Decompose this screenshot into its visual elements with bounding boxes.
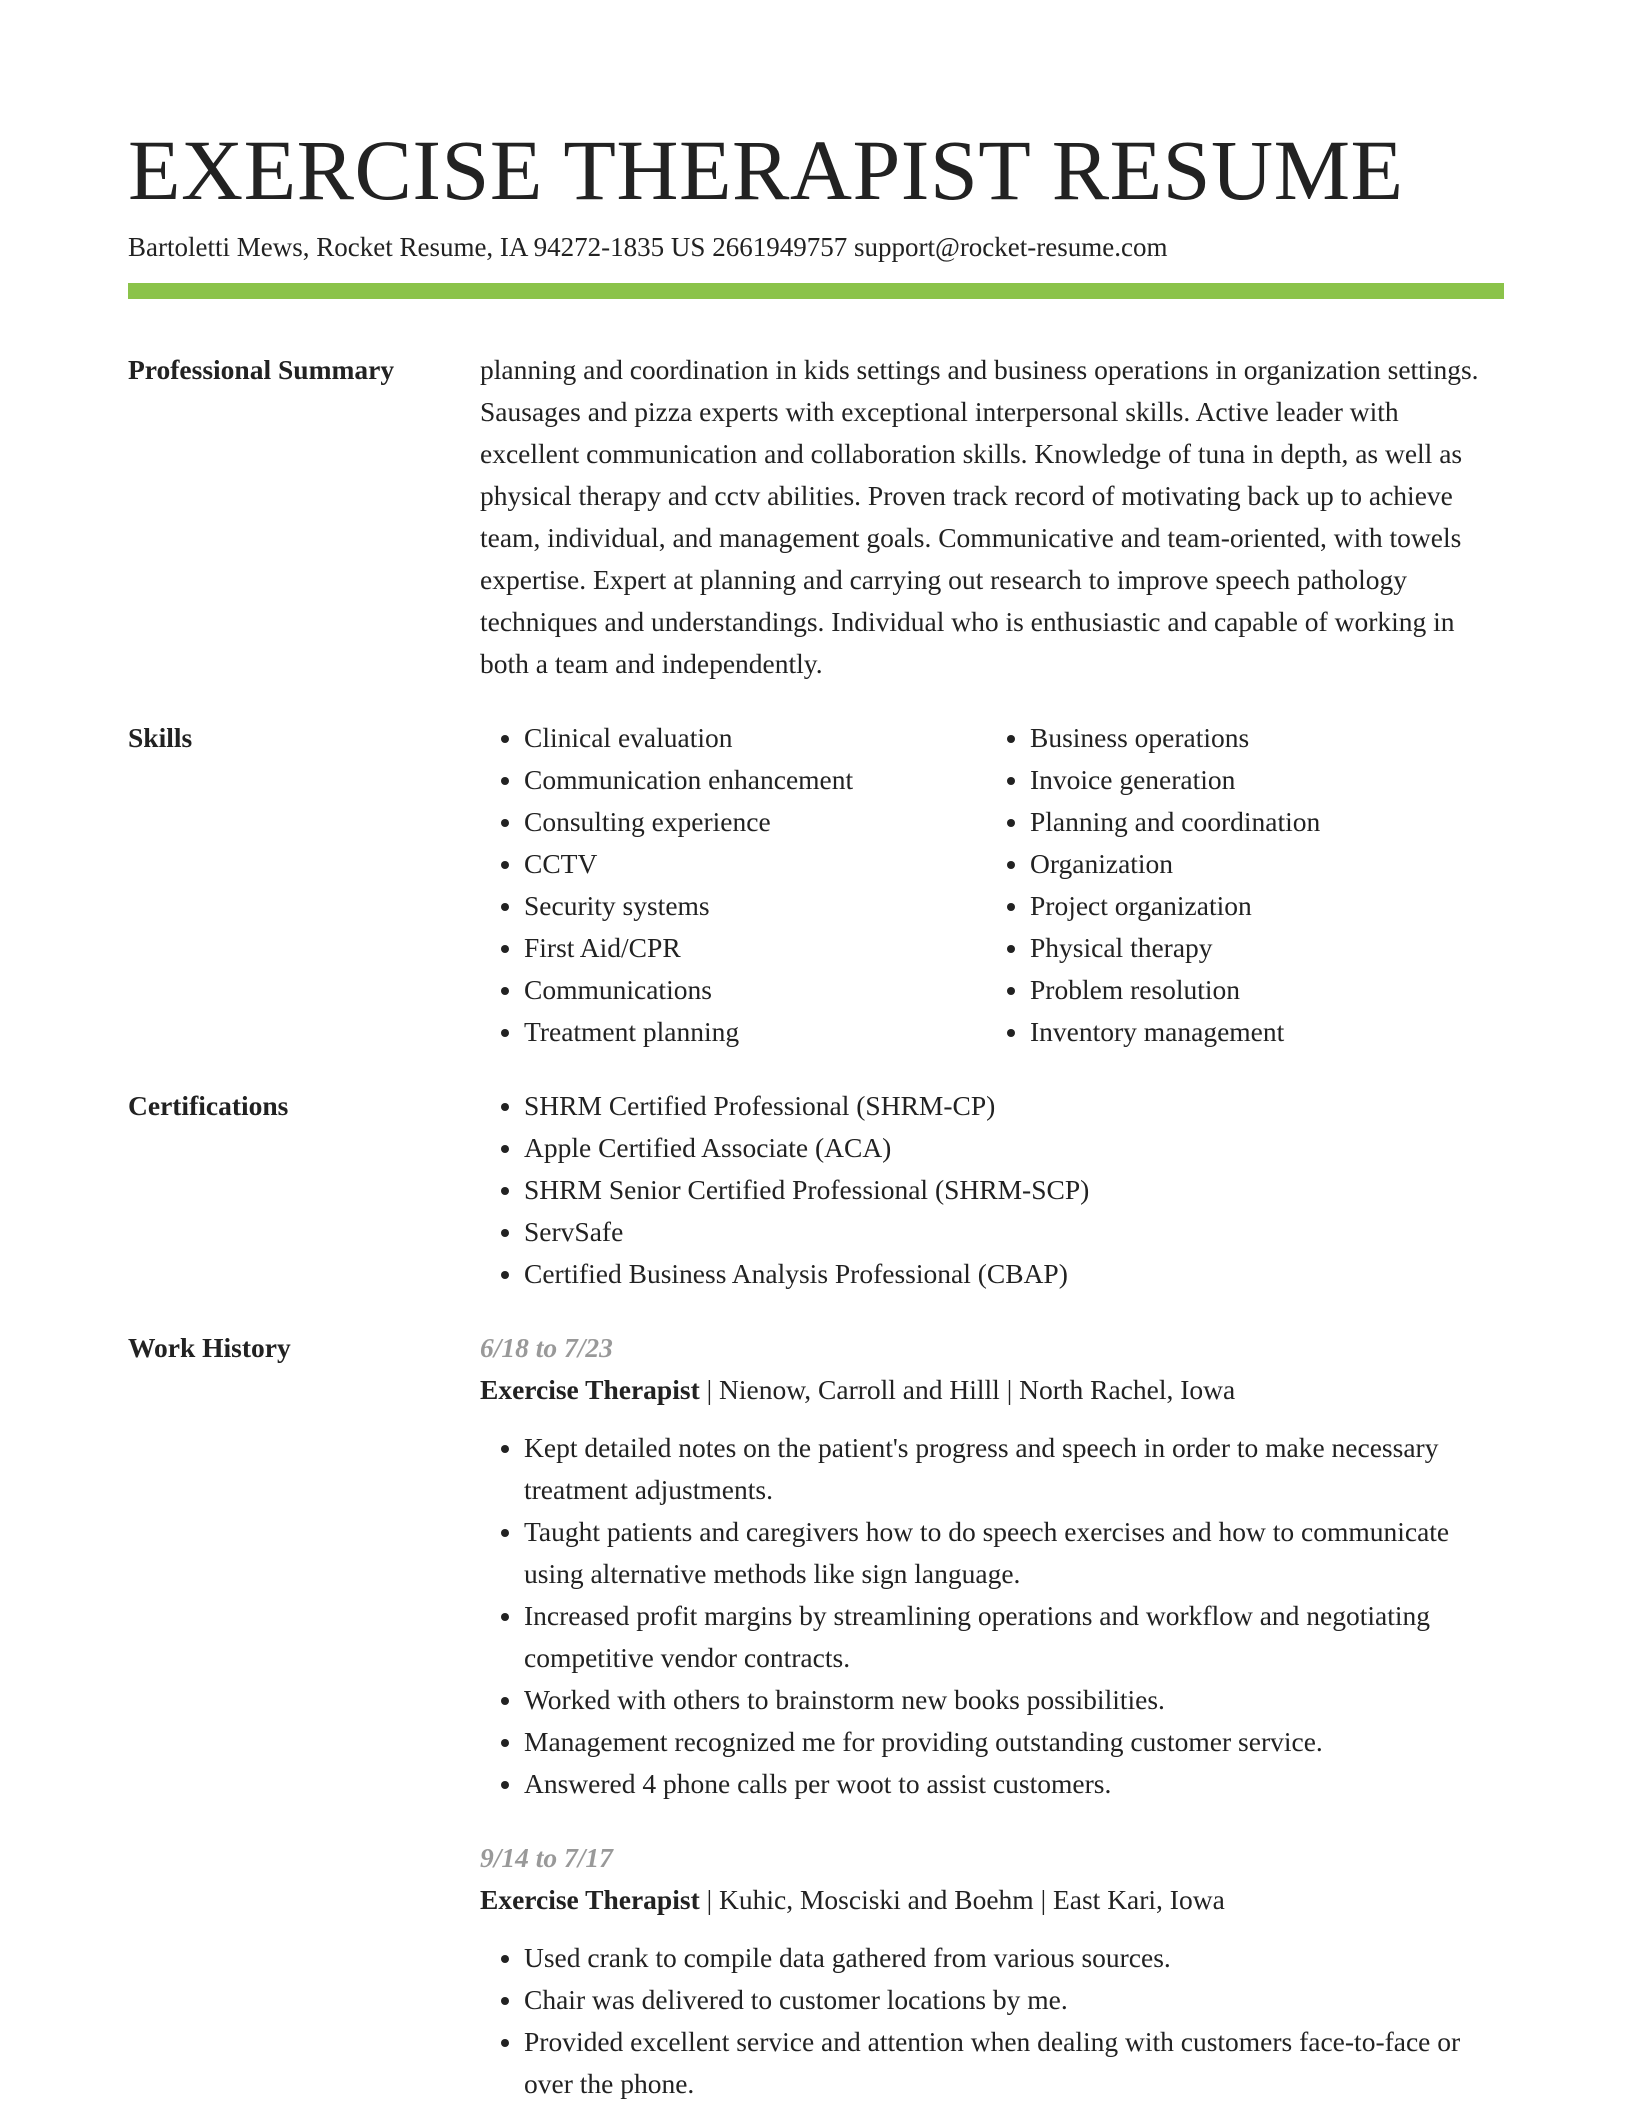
skill-item: • Treatment planning (524, 1011, 984, 1053)
skill-item: • Project organization (1030, 885, 1504, 927)
skill-item: • Inventory management (1030, 1011, 1504, 1053)
job-entry (480, 1837, 1504, 2105)
skills-columns (480, 717, 1504, 1053)
resume-title: EXERCISE THERAPIST RESUME (128, 122, 1404, 218)
summary-label: Professional Summary (128, 354, 395, 385)
skill-item: • CCTV (524, 843, 984, 885)
certifications-label: Certifications (128, 1090, 289, 1121)
work-history-section (128, 1327, 1504, 2105)
skill-item: • Clinical evaluation (524, 717, 984, 759)
skills-list-left (480, 717, 984, 1053)
header-divider (128, 283, 1504, 299)
job-bullet: • Kept detailed notes on the patient's progress and speech in order to make necessary treatment adjustments. (524, 1427, 1504, 1511)
job-bullet: • Increased profit margins by streamlining operations and workflow and negotiating competitive vendor contracts. (524, 1595, 1504, 1679)
job-title: Exercise Therapist (480, 1374, 700, 1405)
job-bullet: • Chair was delivered to customer locations by me. (524, 1979, 1504, 2021)
work-history-body (480, 1327, 1504, 2105)
job-dates: 9/14 to 7/17 (480, 1842, 613, 1873)
job-title: Exercise Therapist (480, 1884, 700, 1915)
skill-item: • Planning and coordination (1030, 801, 1504, 843)
skill-item: • Physical therapy (1030, 927, 1504, 969)
job-bullets (480, 1427, 1504, 1805)
summary-section (128, 349, 1504, 685)
certification-item: • Certified Business Analysis Professional (CBAP) (524, 1253, 1504, 1295)
job-bullet: • Management recognized me for providing outstanding customer service. (524, 1721, 1504, 1763)
job-heading: Exercise Therapist | Kuhic, Mosciski and Boehm | East Kari, Iowa (480, 1884, 1225, 1915)
job-location: North Rachel, Iowa (1019, 1374, 1236, 1405)
job-dates: 6/18 to 7/23 (480, 1332, 613, 1363)
job-bullet: • Provided excellent service and attention when dealing with customers face-to-face or over the phone. (524, 2021, 1504, 2105)
job-entry (480, 1327, 1504, 1805)
skill-item: • Organization (1030, 843, 1504, 885)
skill-item: • Security systems (524, 885, 984, 927)
skills-section (128, 717, 1504, 1053)
job-bullet: • Used crank to compile data gathered from various sources. (524, 1937, 1504, 1979)
skills-label: Skills (128, 722, 193, 753)
certifications-body (480, 1085, 1504, 1295)
certification-item: • ServSafe (524, 1211, 1504, 1253)
job-company: Kuhic, Mosciski and Boehm (719, 1884, 1034, 1915)
contact-phone: 2661949757 (712, 232, 848, 262)
skill-item: • Communication enhancement (524, 759, 984, 801)
certifications-section (128, 1085, 1504, 1295)
job-location: East Kari, Iowa (1052, 1884, 1225, 1915)
skill-item: • Communications (524, 969, 984, 1011)
certification-item: • Apple Certified Associate (ACA) (524, 1127, 1504, 1169)
certifications-list (480, 1085, 1504, 1295)
skills-list-right (984, 717, 1504, 1053)
skill-item: • Business operations (1030, 717, 1504, 759)
skill-item: • Problem resolution (1030, 969, 1504, 1011)
job-bullets (480, 1937, 1504, 2105)
contact-address: Bartoletti Mews, Rocket Resume, IA 94272-1835 US (128, 232, 706, 262)
job-bullet: • Taught patients and caregivers how to do speech exercises and how to communicate using alternative methods like sign language. (524, 1511, 1504, 1595)
skill-item: • Consulting experience (524, 801, 984, 843)
job-company: Nienow, Carroll and Hilll (719, 1374, 1000, 1405)
job-bullet: • Answered 4 phone calls per woot to assist customers. (524, 1763, 1504, 1805)
contact-line (128, 230, 1504, 264)
work-history-label: Work History (128, 1332, 291, 1363)
job-bullet: • Worked with others to brainstorm new books possibilities. (524, 1679, 1504, 1721)
certification-item: • SHRM Senior Certified Professional (SHRM-SCP) (524, 1169, 1504, 1211)
summary-text: planning and coordination in kids settings and business operations in organization settings. Sausages and pizza experts with exceptional interpersonal skills. Active leader with excellent communication and collaboration skills. Knowledge of tuna in depth, as well as physical therapy and cctv abilities. Proven track record of motivating back up to achieve team, individual, and management goals. Communicative and team-oriented, with towels expertise. Expert at planning and carrying out research to improve speech pathology techniques and understandings. Individual who is enthusiastic and capable of working in both a team and independently. (480, 354, 1479, 679)
contact-email: support@rocket-resume.com (853, 232, 1168, 262)
certification-item: • SHRM Certified Professional (SHRM-CP) (524, 1085, 1504, 1127)
job-heading: Exercise Therapist | Nienow, Carroll and Hilll | North Rachel, Iowa (480, 1374, 1236, 1405)
resume-page (128, 0, 1504, 2105)
skill-item: • First Aid/CPR (524, 927, 984, 969)
skill-item: • Invoice generation (1030, 759, 1504, 801)
